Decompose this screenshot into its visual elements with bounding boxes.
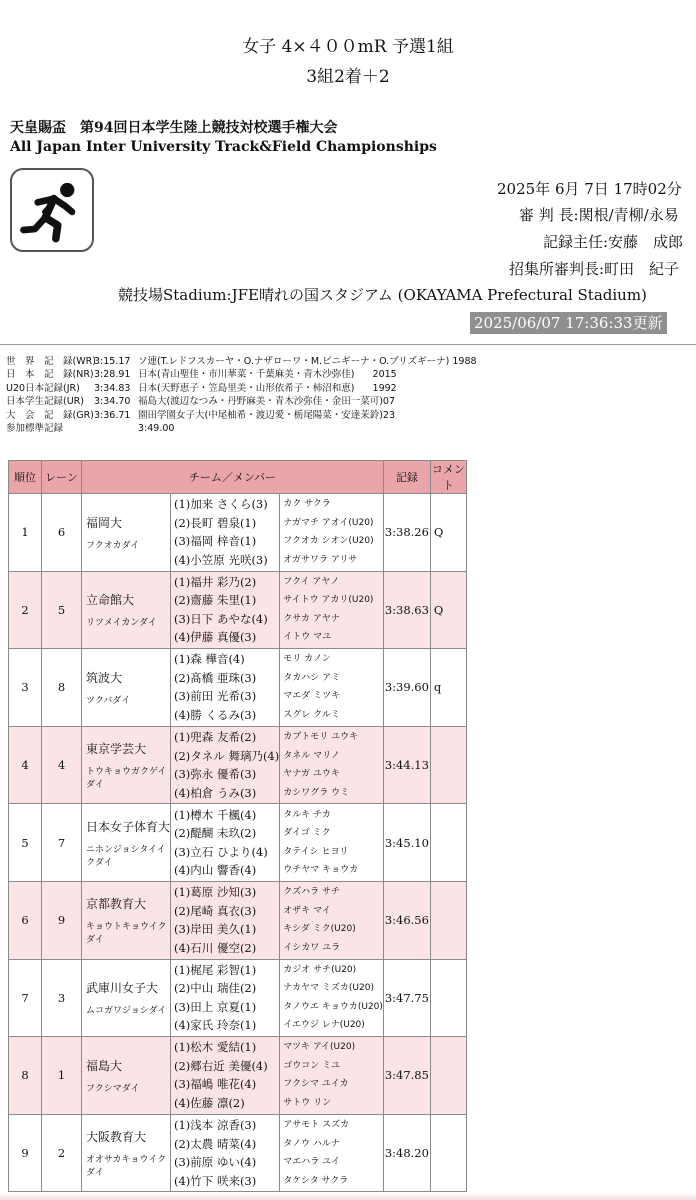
table-row xyxy=(9,649,467,727)
record-row xyxy=(6,422,477,435)
member-name: (2)郷右近 美優(4) xyxy=(174,1058,268,1073)
table-row xyxy=(9,726,467,804)
record-year: 1988 xyxy=(452,356,477,367)
member-kana: カク サクラ xyxy=(283,499,331,510)
member-kana: カジオ サチ(U20) xyxy=(283,964,357,975)
comment-cell xyxy=(430,1114,466,1192)
team-name: 武庫川女子大 xyxy=(86,981,159,996)
member-name: (2)タネル 舞璃乃(4) xyxy=(174,748,280,763)
record-label: 日 本 記 録(NR) xyxy=(6,369,94,381)
rank-cell: 4 xyxy=(9,726,42,804)
team-name: 大阪教育大 xyxy=(86,1130,147,1145)
member-name: (4)竹下 咲来(3) xyxy=(174,1173,257,1188)
member-kana: フクオカ シオン(U20) xyxy=(283,536,374,547)
member-kana: ウチヤマ キョウカ xyxy=(283,865,359,876)
table-row xyxy=(9,804,467,882)
call-room-referee: 招集所審判長:町田 紀子 xyxy=(509,260,680,278)
team-name: 東京学芸大 xyxy=(86,742,147,757)
time-cell: 3:47.85 xyxy=(383,1037,430,1115)
meet-name-en: All Japan Inter University Track&Field Championships xyxy=(10,139,437,155)
rank-cell: 5 xyxy=(9,804,42,882)
table-row xyxy=(9,571,467,649)
members-kana-cell xyxy=(280,881,384,959)
member-kana: オザキ マイ xyxy=(283,905,331,916)
team-kana: トウキョウガクゲイダイ xyxy=(86,767,167,791)
member-kana: ナガマチ アオイ(U20) xyxy=(283,517,374,528)
lane-cell: 5 xyxy=(42,571,82,649)
member-kana: サトウ リン xyxy=(283,1097,332,1108)
record-label: 日本学生記録(UR) xyxy=(6,396,84,408)
member-kana: タケシタ サクラ xyxy=(283,1175,349,1186)
table-row xyxy=(9,494,467,572)
record-time: 3:36.71 xyxy=(94,409,131,421)
member-kana: キシダ ミク(U20) xyxy=(283,924,356,935)
member-name: (4)家氏 玲奈(1) xyxy=(174,1018,257,1033)
rank-cell: 8 xyxy=(9,1037,42,1115)
lane-cell: 9 xyxy=(42,881,82,959)
member-name: (3)前原 ゆい(4) xyxy=(174,1155,257,1170)
time-cell: 3:46.56 xyxy=(383,881,430,959)
comment-cell xyxy=(430,881,466,959)
member-name: (1)葛原 沙知(3) xyxy=(174,885,257,900)
member-kana: クサカ アヤナ xyxy=(283,613,340,624)
member-name: (2)尾崎 真衣(3) xyxy=(174,903,257,918)
member-kana: タネル マリノ xyxy=(283,750,340,761)
comment-cell: Q xyxy=(430,571,466,649)
col-lane: レーン xyxy=(42,461,82,494)
member-kana: タテイシ ヒヨリ xyxy=(283,846,349,857)
member-name: (2)長町 碧泉(1) xyxy=(174,515,257,530)
member-name: (4)小笠原 光咲(3) xyxy=(174,552,268,567)
lane-cell: 4 xyxy=(42,726,82,804)
lane-cell: 8 xyxy=(42,649,82,727)
record-holder: 日本(青山聖佳・市川華菜・千葉麻美・青木沙弥佳) xyxy=(138,369,355,381)
member-kana: タルキ チカ xyxy=(283,809,331,820)
team-cell xyxy=(82,571,171,649)
records-chief: 記録主任:安藤 成郎 xyxy=(543,233,684,251)
time-cell: 3:38.26 xyxy=(383,494,430,572)
team-name: 福岡大 xyxy=(86,515,123,530)
member-kana: サイトウ アカリ(U20) xyxy=(283,595,374,606)
member-kana: ゴウコン ミユ xyxy=(283,1060,341,1071)
table-row xyxy=(9,1114,467,1192)
member-name: (1)森 樺音(4) xyxy=(174,652,245,667)
rank-cell: 2 xyxy=(9,571,42,649)
member-name: (1)兜森 友希(2) xyxy=(174,730,257,745)
comment-cell xyxy=(430,726,466,804)
member-name: (2)中山 瑞佳(2) xyxy=(174,981,257,996)
member-kana: マエハラ ユイ xyxy=(283,1157,341,1168)
record-time: 3:28.91 xyxy=(94,369,131,381)
member-kana: スグレ クルミ xyxy=(283,709,340,720)
member-name: (4)内山 響香(4) xyxy=(174,863,257,878)
page-bottom-edge xyxy=(0,1193,696,1200)
table-header-row xyxy=(9,461,467,494)
record-label: U20日本記録(JR) xyxy=(6,382,80,394)
members-cell xyxy=(171,959,280,1037)
member-kana: イシカワ ユラ xyxy=(283,942,341,953)
col-team: チーム／メンバー xyxy=(82,461,384,494)
lane-cell: 1 xyxy=(42,1037,82,1115)
member-kana: タノウ ハルナ xyxy=(283,1138,340,1149)
record-time: 3:34.70 xyxy=(94,396,131,408)
qualification-rule: 3組2着＋2 xyxy=(306,67,390,87)
comment-cell: q xyxy=(430,649,466,727)
member-name: (2)齋藤 朱里(1) xyxy=(174,593,257,608)
comment-cell xyxy=(430,1037,466,1115)
time-cell: 3:47.75 xyxy=(383,959,430,1037)
member-name: (3)福岡 梓音(1) xyxy=(174,534,257,549)
members-cell xyxy=(171,571,280,649)
member-name: (2)髙橋 亜珠(3) xyxy=(174,670,257,685)
table-row xyxy=(9,959,467,1037)
team-name: 福島大 xyxy=(86,1058,123,1073)
referee-info: 審 判 長:関根/青柳/永易 xyxy=(519,206,679,224)
members-kana-cell xyxy=(280,1037,384,1115)
member-kana: ダイゴ ミク xyxy=(283,828,331,839)
member-name: (3)弥永 優希(3) xyxy=(174,767,257,782)
member-name: (3)立石 ひより(4) xyxy=(174,844,268,859)
records-list xyxy=(6,355,477,435)
member-name: (3)日下 あやな(4) xyxy=(174,611,268,626)
member-name: (3)田上 京夏(1) xyxy=(174,999,257,1014)
members-kana-cell xyxy=(280,649,384,727)
record-holder: ソ連(T.レドフスカーヤ・O.ナザローワ・M.ピニギーナ・O.ブリズギーナ) xyxy=(138,356,450,367)
member-kana: タカハシ アミ xyxy=(283,672,341,683)
record-time: 3:34.83 xyxy=(94,382,131,394)
record-year: 23 xyxy=(382,409,396,421)
team-kana: リツメイカンダイ xyxy=(86,618,157,629)
member-name: (2)醍醐 未玖(2) xyxy=(174,826,257,841)
member-name: (1)松木 愛結(1) xyxy=(174,1040,257,1055)
team-kana: フクオカダイ xyxy=(86,540,140,551)
members-kana-cell xyxy=(280,726,384,804)
members-cell xyxy=(171,1114,280,1192)
rank-cell: 1 xyxy=(9,494,42,572)
team-name: 日本女子体育大 xyxy=(86,819,171,834)
rank-cell: 3 xyxy=(9,649,42,727)
member-kana: ナカヤマ ミズカ(U20) xyxy=(283,983,374,994)
time-cell: 3:38.63 xyxy=(383,571,430,649)
member-kana: マエダ ミツキ xyxy=(283,691,341,702)
record-holder: 園田学園女子大(中尾柚希・渡辺愛・栃尾陽菜・安達茉鈴) xyxy=(138,409,383,421)
record-time: 3:15.17 xyxy=(94,356,131,367)
team-kana: ニホンジョシタイイクダイ xyxy=(86,844,166,868)
member-name: (3)福嶋 唯花(4) xyxy=(174,1077,257,1092)
member-kana: カシワグラ ウミ xyxy=(283,787,350,798)
members-cell xyxy=(171,494,280,572)
members-kana-cell xyxy=(280,804,384,882)
member-name: (3)前田 光希(3) xyxy=(174,689,257,704)
team-cell xyxy=(82,494,171,572)
member-name: (3)岸田 美久(1) xyxy=(174,922,257,937)
record-label: 大 会 記 録(GR) xyxy=(6,409,94,421)
team-kana: キョウトキョウイクダイ xyxy=(86,922,167,946)
team-cell xyxy=(82,1037,171,1115)
record-label: 参加標準記録 xyxy=(6,423,64,435)
member-kana: フクイ アヤノ xyxy=(283,576,340,587)
time-cell: 3:45.10 xyxy=(383,804,430,882)
team-name: 筑波大 xyxy=(86,670,123,685)
member-kana: クズハラ サチ xyxy=(283,887,341,898)
comment-cell xyxy=(430,804,466,882)
member-kana: アサモト スズカ xyxy=(283,1120,350,1131)
members-cell xyxy=(171,726,280,804)
record-row xyxy=(6,368,477,381)
time-cell: 3:39.60 xyxy=(383,649,430,727)
team-cell xyxy=(82,804,171,882)
members-kana-cell xyxy=(280,571,384,649)
record-holder: 福島大(渡辺なつみ・丹野麻美・青木沙弥佳・金田一菜可) xyxy=(138,396,383,408)
record-row xyxy=(6,395,477,408)
members-cell xyxy=(171,881,280,959)
record-row xyxy=(6,382,477,395)
team-kana: オオサカキョウイクダイ xyxy=(86,1155,167,1179)
lane-cell: 7 xyxy=(42,804,82,882)
updated-timestamp: 2025/06/07 17:36:33更新 xyxy=(470,312,667,334)
rank-cell: 9 xyxy=(9,1114,42,1192)
comment-cell xyxy=(430,959,466,1037)
record-year: 07 xyxy=(382,396,396,408)
member-name: (4)勝 くるみ(3) xyxy=(174,707,257,722)
members-kana-cell xyxy=(280,494,384,572)
record-year: 2015 xyxy=(372,369,397,381)
team-cell xyxy=(82,649,171,727)
meet-name-ja: 天皇賜盃 第94回日本学生陸上競技対校選手権大会 xyxy=(10,120,338,136)
page-title: 女子 4×４００mR 予選1組 xyxy=(242,37,454,57)
record-time xyxy=(94,422,138,435)
lane-cell: 3 xyxy=(42,959,82,1037)
record-label: 世 界 記 録(WR) xyxy=(6,356,96,367)
member-name: (1)樽木 千楓(4) xyxy=(174,807,257,822)
members-cell xyxy=(171,649,280,727)
member-name: (1)加来 さくら(3) xyxy=(174,497,268,512)
record-holder: 3:49.00 xyxy=(138,423,175,435)
table-row xyxy=(9,881,467,959)
team-kana: ツクバダイ xyxy=(86,695,131,706)
rank-cell: 7 xyxy=(9,959,42,1037)
member-name: (1)梶尾 彩智(1) xyxy=(174,962,257,977)
team-cell xyxy=(82,881,171,959)
results-table xyxy=(8,460,467,1192)
col-comment: コメント xyxy=(430,461,466,494)
member-kana: ヤナガ ユウキ xyxy=(283,769,340,780)
member-name: (1)浅本 涼香(3) xyxy=(174,1118,257,1133)
member-kana: カブトモリ ユウキ xyxy=(283,732,359,743)
member-name: (4)伊藤 真優(3) xyxy=(174,630,257,645)
stadium-name: 競技場Stadium:JFE晴れの国スタジアム (OKAYAMA Prefectural Stadium) xyxy=(118,286,647,304)
lane-cell: 2 xyxy=(42,1114,82,1192)
team-cell xyxy=(82,726,171,804)
member-name: (4)石川 優空(2) xyxy=(174,940,257,955)
member-kana: イトウ マユ xyxy=(283,632,332,643)
member-kana: フクシマ ユイカ xyxy=(283,1079,349,1090)
member-kana: マツキ アイ(U20) xyxy=(283,1042,356,1053)
member-kana: モリ カノン xyxy=(283,654,331,665)
time-cell: 3:48.20 xyxy=(383,1114,430,1192)
record-row xyxy=(6,409,477,422)
sprinter-icon xyxy=(10,168,94,252)
record-row xyxy=(6,355,477,368)
comment-cell: Q xyxy=(430,494,466,572)
team-cell xyxy=(82,1114,171,1192)
divider xyxy=(0,344,696,345)
member-kana: オガサワラ アリサ xyxy=(283,554,358,565)
member-name: (1)福井 彩乃(2) xyxy=(174,574,257,589)
rank-cell: 6 xyxy=(9,881,42,959)
member-name: (4)佐藤 凛(2) xyxy=(174,1095,245,1110)
team-cell xyxy=(82,959,171,1037)
time-cell: 3:44.13 xyxy=(383,726,430,804)
team-name: 京都教育大 xyxy=(86,897,147,912)
team-name: 立命館大 xyxy=(86,593,135,608)
members-kana-cell xyxy=(280,959,384,1037)
record-year: 1992 xyxy=(372,382,397,394)
col-time: 記録 xyxy=(383,461,430,494)
table-row xyxy=(9,1037,467,1115)
members-cell xyxy=(171,1037,280,1115)
member-kana: タノウエ キョウカ(U20) xyxy=(283,1001,383,1012)
member-name: (4)柏倉 うみ(3) xyxy=(174,785,257,800)
members-cell xyxy=(171,804,280,882)
record-holder: 日本(天野恵子・笠島里美・山形依希子・柿沼和恵) xyxy=(138,382,355,394)
race-datetime: 2025年 6月 7日 17時02分 xyxy=(497,180,682,198)
lane-cell: 6 xyxy=(42,494,82,572)
member-name: (2)太農 晴菜(4) xyxy=(174,1136,257,1151)
member-kana: イエウジ レナ(U20) xyxy=(283,1020,365,1031)
team-kana: フクシマダイ xyxy=(86,1083,140,1094)
col-rank: 順位 xyxy=(9,461,42,494)
members-kana-cell xyxy=(280,1114,384,1192)
team-kana: ムコガワジョシダイ xyxy=(86,1006,167,1017)
